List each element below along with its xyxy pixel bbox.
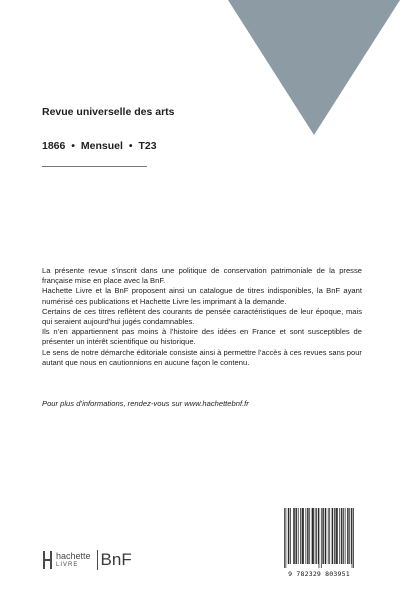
barcode-bar (322, 508, 323, 564)
description-paragraph: Ils n’en appartiennent pas moins à l’histoire des idées en France et sont susceptibles de présenter un intérêt scientifique ou historique. (42, 327, 362, 347)
barcode-bar (334, 508, 335, 564)
barcode-bar (319, 508, 320, 568)
barcode-bar (318, 508, 319, 564)
barcode-bar (286, 508, 287, 568)
barcode-bar (349, 508, 350, 564)
barcode-bar (284, 508, 285, 568)
barcode-bar (337, 508, 338, 564)
barcode-bar (315, 508, 316, 564)
publication-year: 1866 (42, 140, 66, 152)
meta-bullet: • (71, 140, 75, 152)
barcode-bar (294, 508, 295, 564)
hachette-logo-icon (42, 550, 53, 570)
barcode-number: 9 782329 803951 (288, 570, 350, 578)
barcode-bar (345, 508, 346, 564)
meta-bullet: • (128, 140, 133, 152)
description-paragraph: La présente revue s’inscrit dans une politique de conservation patrimoniale de la presse française mise en place avec la BnF. (42, 266, 362, 286)
barcode-bar (332, 508, 333, 564)
barcode-bar (353, 508, 354, 568)
publisher-logos (42, 548, 132, 572)
barcode-bar (343, 508, 344, 564)
bnf-logo-bar (97, 550, 98, 570)
barcode-bar (336, 508, 337, 564)
barcode-bar (306, 508, 307, 564)
barcode-bar (348, 508, 349, 564)
barcode-bar (302, 508, 303, 564)
barcode-bar (341, 508, 342, 564)
description-paragraph: Certains de ces titres reflètent des courants de pensée caractéristiques de leur époque, mais qui seraient aujourd’hui jugés condamnables. (42, 306, 362, 327)
barcode-bar (323, 508, 324, 564)
barcode-bar (296, 508, 297, 564)
barcode-bar (298, 508, 299, 564)
journal-title: Revue universelle des arts (42, 106, 175, 118)
hachette-logo-sub: LIVRE (56, 562, 79, 568)
barcode-bar (325, 508, 326, 564)
barcode-bar (326, 508, 327, 564)
more-info-link-text: Pour plus d’informations, rendez-vous sur www.hachettebnf.fr (42, 399, 249, 408)
barcode-bar (328, 508, 329, 564)
barcode-bar (300, 508, 301, 564)
barcode-bar (351, 508, 352, 564)
barcode-bar (303, 508, 304, 564)
barcode-bar (339, 508, 340, 564)
barcode-bar (352, 508, 353, 568)
publication-volume: T23 (138, 140, 157, 152)
barcode-bar (321, 508, 322, 568)
bnf-logo: BnF (100, 550, 132, 569)
barcode-bar (312, 508, 313, 564)
barcode-bar (307, 508, 308, 564)
barcode-icon (278, 506, 360, 570)
barcode-bar (293, 508, 294, 564)
barcode-bar (312, 508, 313, 564)
barcode-bar (329, 508, 330, 564)
barcode-bar (347, 508, 348, 564)
barcode-bar (296, 508, 297, 564)
publication-frequency: Mensuel (80, 140, 123, 152)
publication-meta (42, 140, 157, 152)
title-divider (42, 166, 147, 167)
barcode-bar (309, 508, 310, 564)
description-paragraph: Hachette Livre et la BnF proposent ainsi un catalogue de titres indisponibles, la BnF ayant numérisé ces publications et Hachette Livre les imprimant à la demande. (42, 286, 362, 306)
description-paragraph: Le sens de notre démarche éditoriale consiste ainsi à permettre l’accès à ces revues sans pour autant que nous en cautionnions en aucune façon le contenu. (42, 347, 362, 367)
hachette-logo (56, 552, 91, 568)
barcode-bar (308, 508, 309, 564)
barcode-bar (332, 508, 333, 564)
description-text (42, 266, 362, 368)
barcode-bar (290, 508, 291, 564)
barcode-bar (336, 508, 337, 564)
barcode-bar (313, 508, 314, 564)
hachette-logo-name: hachette (56, 551, 91, 561)
isbn-barcode (278, 506, 360, 578)
barcode-bar (302, 508, 303, 564)
barcode-bar (289, 508, 290, 564)
barcode-bar (316, 508, 317, 564)
barcode-bar (342, 508, 343, 564)
barcode-bar (288, 508, 289, 564)
